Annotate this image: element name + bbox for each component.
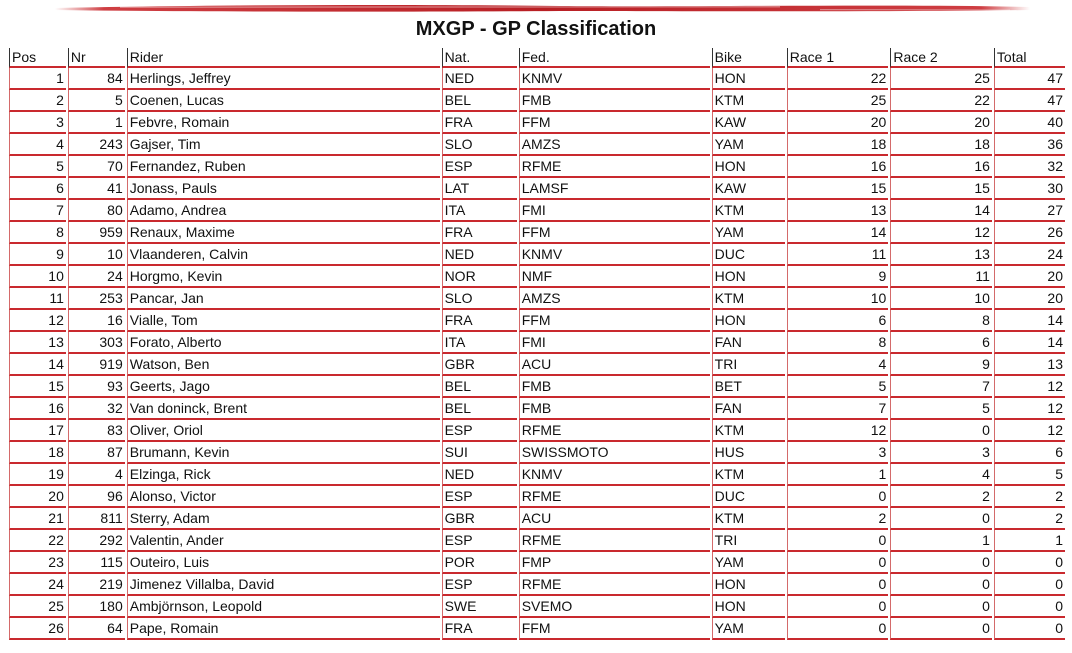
cell-rider: Herlings, Jeffrey — [127, 68, 440, 90]
table-row — [9, 420, 1065, 442]
cell-rider: Van doninck, Brent — [127, 398, 440, 420]
cell-race1: 10 — [787, 288, 889, 310]
cell-race1: 13 — [787, 200, 889, 222]
cell-fed: RFME — [519, 486, 710, 508]
cell-race1: 16 — [787, 156, 889, 178]
cell-total: 20 — [994, 266, 1065, 288]
cell-bike: HON — [712, 310, 785, 332]
header-fed: Fed. — [519, 48, 710, 68]
cell-nr: 959 — [68, 222, 125, 244]
cell-bike: HON — [712, 68, 785, 90]
header-rider: Rider — [127, 48, 440, 68]
cell-nr: 180 — [68, 596, 125, 618]
cell-race2: 0 — [890, 508, 992, 530]
cell-total: 1 — [994, 530, 1065, 552]
cell-race2: 15 — [890, 178, 992, 200]
cell-fed: FMP — [519, 552, 710, 574]
table-row — [9, 354, 1065, 376]
cell-total: 0 — [994, 574, 1065, 596]
cell-total: 5 — [994, 464, 1065, 486]
cell-nat: SUI — [442, 442, 517, 464]
cell-bike: TRI — [712, 530, 785, 552]
cell-bike: HON — [712, 596, 785, 618]
table-row — [9, 398, 1065, 420]
cell-total: 27 — [994, 200, 1065, 222]
cell-race2: 0 — [890, 574, 992, 596]
cell-race1: 0 — [787, 530, 889, 552]
table-row — [9, 178, 1065, 200]
cell-nr: 303 — [68, 332, 125, 354]
cell-nr: 5 — [68, 90, 125, 112]
cell-total: 36 — [994, 134, 1065, 156]
cell-nat: POR — [442, 552, 517, 574]
cell-rider: Oliver, Oriol — [127, 420, 440, 442]
cell-bike: HON — [712, 156, 785, 178]
cell-total: 32 — [994, 156, 1065, 178]
cell-pos: 20 — [9, 486, 66, 508]
cell-nat: ESP — [442, 486, 517, 508]
cell-rider: Forato, Alberto — [127, 332, 440, 354]
table-row — [9, 376, 1065, 398]
cell-race1: 9 — [787, 266, 889, 288]
cell-fed: SVEMO — [519, 596, 710, 618]
cell-race2: 13 — [890, 244, 992, 266]
cell-pos: 25 — [9, 596, 66, 618]
cell-rider: Geerts, Jago — [127, 376, 440, 398]
header-race1: Race 1 — [787, 48, 889, 68]
cell-nr: 253 — [68, 288, 125, 310]
cell-fed: AMZS — [519, 288, 710, 310]
cell-total: 0 — [994, 596, 1065, 618]
cell-race2: 1 — [890, 530, 992, 552]
cell-rider: Pape, Romain — [127, 618, 440, 640]
cell-nr: 80 — [68, 200, 125, 222]
cell-race1: 8 — [787, 332, 889, 354]
cell-race1: 22 — [787, 68, 889, 90]
cell-nat: NED — [442, 68, 517, 90]
cell-bike: HON — [712, 574, 785, 596]
cell-bike: DUC — [712, 244, 785, 266]
cell-race1: 20 — [787, 112, 889, 134]
cell-pos: 12 — [9, 310, 66, 332]
cell-rider: Adamo, Andrea — [127, 200, 440, 222]
cell-race1: 6 — [787, 310, 889, 332]
cell-fed: ACU — [519, 508, 710, 530]
cell-pos: 3 — [9, 112, 66, 134]
cell-fed: ACU — [519, 354, 710, 376]
cell-bike: HUS — [712, 442, 785, 464]
cell-nat: BEL — [442, 398, 517, 420]
cell-nat: NOR — [442, 266, 517, 288]
cell-nr: 96 — [68, 486, 125, 508]
cell-nat: FRA — [442, 310, 517, 332]
cell-nr: 4 — [68, 464, 125, 486]
cell-pos: 2 — [9, 90, 66, 112]
cell-nat: ESP — [442, 156, 517, 178]
cell-rider: Brumann, Kevin — [127, 442, 440, 464]
cell-nat: ITA — [442, 332, 517, 354]
table-row — [9, 156, 1065, 178]
cell-fed: FFM — [519, 112, 710, 134]
cell-total: 14 — [994, 332, 1065, 354]
cell-total: 14 — [994, 310, 1065, 332]
cell-race2: 2 — [890, 486, 992, 508]
cell-race2: 11 — [890, 266, 992, 288]
table-row — [9, 596, 1065, 618]
table-header-row — [9, 48, 1065, 68]
cell-fed: KNMV — [519, 244, 710, 266]
cell-bike: TRI — [712, 354, 785, 376]
cell-bike: KTM — [712, 464, 785, 486]
cell-race1: 0 — [787, 596, 889, 618]
table-row — [9, 332, 1065, 354]
cell-race2: 0 — [890, 420, 992, 442]
cell-bike: KTM — [712, 288, 785, 310]
cell-fed: FFM — [519, 310, 710, 332]
cell-bike: KTM — [712, 420, 785, 442]
cell-total: 2 — [994, 486, 1065, 508]
cell-rider: Watson, Ben — [127, 354, 440, 376]
cell-fed: FMB — [519, 376, 710, 398]
cell-pos: 26 — [9, 618, 66, 640]
cell-nr: 41 — [68, 178, 125, 200]
table-row — [9, 508, 1065, 530]
cell-fed: FFM — [519, 222, 710, 244]
cell-rider: Sterry, Adam — [127, 508, 440, 530]
cell-race1: 2 — [787, 508, 889, 530]
cell-pos: 10 — [9, 266, 66, 288]
cell-nr: 292 — [68, 530, 125, 552]
cell-nr: 87 — [68, 442, 125, 464]
table-row — [9, 442, 1065, 464]
cell-race2: 5 — [890, 398, 992, 420]
cell-fed: AMZS — [519, 134, 710, 156]
cell-race2: 14 — [890, 200, 992, 222]
cell-fed: FFM — [519, 618, 710, 640]
cell-rider: Fernandez, Ruben — [127, 156, 440, 178]
cell-nr: 811 — [68, 508, 125, 530]
cell-race1: 0 — [787, 574, 889, 596]
cell-nr: 919 — [68, 354, 125, 376]
classification-table — [7, 48, 1067, 640]
cell-total: 0 — [994, 552, 1065, 574]
cell-total: 0 — [994, 618, 1065, 640]
cell-nat: ESP — [442, 574, 517, 596]
cell-rider: Febvre, Romain — [127, 112, 440, 134]
cell-fed: KNMV — [519, 68, 710, 90]
cell-pos: 18 — [9, 442, 66, 464]
cell-pos: 4 — [9, 134, 66, 156]
cell-nr: 24 — [68, 266, 125, 288]
cell-total: 26 — [994, 222, 1065, 244]
cell-bike: HON — [712, 266, 785, 288]
cell-bike: FAN — [712, 398, 785, 420]
cell-pos: 6 — [9, 178, 66, 200]
cell-total: 47 — [994, 90, 1065, 112]
cell-race2: 0 — [890, 552, 992, 574]
cell-nat: BEL — [442, 90, 517, 112]
cell-race2: 25 — [890, 68, 992, 90]
cell-fed: FMB — [519, 90, 710, 112]
table-row — [9, 552, 1065, 574]
cell-nr: 1 — [68, 112, 125, 134]
cell-nr: 64 — [68, 618, 125, 640]
cell-nr: 93 — [68, 376, 125, 398]
cell-bike: YAM — [712, 618, 785, 640]
cell-nat: FRA — [442, 112, 517, 134]
cell-nat: NED — [442, 464, 517, 486]
table-row — [9, 618, 1065, 640]
table-row — [9, 112, 1065, 134]
cell-bike: BET — [712, 376, 785, 398]
cell-rider: Outeiro, Luis — [127, 552, 440, 574]
cell-nat: GBR — [442, 354, 517, 376]
table-row — [9, 310, 1065, 332]
cell-pos: 13 — [9, 332, 66, 354]
cell-race2: 18 — [890, 134, 992, 156]
cell-nat: FRA — [442, 618, 517, 640]
cell-pos: 22 — [9, 530, 66, 552]
cell-race1: 14 — [787, 222, 889, 244]
cell-race2: 7 — [890, 376, 992, 398]
cell-pos: 17 — [9, 420, 66, 442]
header-nat: Nat. — [442, 48, 517, 68]
cell-pos: 16 — [9, 398, 66, 420]
cell-total: 20 — [994, 288, 1065, 310]
cell-nat: SLO — [442, 134, 517, 156]
table-row — [9, 90, 1065, 112]
cell-race1: 5 — [787, 376, 889, 398]
cell-fed: LAMSF — [519, 178, 710, 200]
cell-bike: DUC — [712, 486, 785, 508]
cell-race1: 0 — [787, 618, 889, 640]
cell-race1: 1 — [787, 464, 889, 486]
cell-rider: Pancar, Jan — [127, 288, 440, 310]
cell-bike: KTM — [712, 90, 785, 112]
cell-fed: SWISSMOTO — [519, 442, 710, 464]
cell-pos: 23 — [9, 552, 66, 574]
cell-bike: FAN — [712, 332, 785, 354]
cell-nat: BEL — [442, 376, 517, 398]
cell-race1: 0 — [787, 552, 889, 574]
cell-rider: Horgmo, Kevin — [127, 266, 440, 288]
cell-race2: 0 — [890, 618, 992, 640]
cell-rider: Coenen, Lucas — [127, 90, 440, 112]
cell-total: 13 — [994, 354, 1065, 376]
cell-pos: 7 — [9, 200, 66, 222]
cell-total: 24 — [994, 244, 1065, 266]
cell-nat: ESP — [442, 530, 517, 552]
cell-race1: 3 — [787, 442, 889, 464]
cell-race2: 16 — [890, 156, 992, 178]
cell-fed: RFME — [519, 420, 710, 442]
cell-nr: 83 — [68, 420, 125, 442]
cell-race2: 9 — [890, 354, 992, 376]
cell-rider: Renaux, Maxime — [127, 222, 440, 244]
table-row — [9, 68, 1065, 90]
table-row — [9, 288, 1065, 310]
cell-pos: 9 — [9, 244, 66, 266]
cell-total: 12 — [994, 376, 1065, 398]
cell-race1: 11 — [787, 244, 889, 266]
header-bike: Bike — [712, 48, 785, 68]
cell-nr: 32 — [68, 398, 125, 420]
cell-bike: KAW — [712, 112, 785, 134]
cell-rider: Jimenez Villalba, David — [127, 574, 440, 596]
cell-nr: 243 — [68, 134, 125, 156]
cell-bike: KTM — [712, 200, 785, 222]
table-row — [9, 574, 1065, 596]
cell-nr: 115 — [68, 552, 125, 574]
cell-nat: LAT — [442, 178, 517, 200]
cell-total: 12 — [994, 420, 1065, 442]
page-title: MXGP - GP Classification — [415, 18, 657, 40]
cell-total: 47 — [994, 68, 1065, 90]
cell-race1: 18 — [787, 134, 889, 156]
cell-pos: 1 — [9, 68, 66, 90]
header-race2: Race 2 — [890, 48, 992, 68]
header-brush-stroke — [0, 0, 1072, 16]
cell-fed: RFME — [519, 156, 710, 178]
header-total: Total — [994, 48, 1065, 68]
cell-pos: 15 — [9, 376, 66, 398]
cell-race1: 0 — [787, 486, 889, 508]
cell-total: 2 — [994, 508, 1065, 530]
table-row — [9, 464, 1065, 486]
cell-rider: Valentin, Ander — [127, 530, 440, 552]
header-nr: Nr — [68, 48, 125, 68]
cell-fed: KNMV — [519, 464, 710, 486]
cell-nat: SLO — [442, 288, 517, 310]
header-pos: Pos — [9, 48, 66, 68]
cell-fed: RFME — [519, 574, 710, 596]
cell-race2: 4 — [890, 464, 992, 486]
cell-race2: 8 — [890, 310, 992, 332]
cell-nat: ESP — [442, 420, 517, 442]
cell-pos: 11 — [9, 288, 66, 310]
cell-bike: YAM — [712, 222, 785, 244]
cell-race1: 4 — [787, 354, 889, 376]
table-row — [9, 266, 1065, 288]
cell-pos: 24 — [9, 574, 66, 596]
cell-bike: KTM — [712, 508, 785, 530]
cell-nr: 219 — [68, 574, 125, 596]
cell-total: 6 — [994, 442, 1065, 464]
table-row — [9, 244, 1065, 266]
table-row — [9, 486, 1065, 508]
cell-total: 40 — [994, 112, 1065, 134]
cell-rider: Ambjörnson, Leopold — [127, 596, 440, 618]
cell-rider: Alonso, Victor — [127, 486, 440, 508]
cell-nat: GBR — [442, 508, 517, 530]
cell-pos: 8 — [9, 222, 66, 244]
cell-race2: 3 — [890, 442, 992, 464]
cell-bike: KAW — [712, 178, 785, 200]
cell-nat: NED — [442, 244, 517, 266]
cell-pos: 5 — [9, 156, 66, 178]
cell-nr: 70 — [68, 156, 125, 178]
cell-fed: FMI — [519, 332, 710, 354]
table-row — [9, 134, 1065, 156]
cell-rider: Gajser, Tim — [127, 134, 440, 156]
cell-race2: 0 — [890, 596, 992, 618]
cell-rider: Jonass, Pauls — [127, 178, 440, 200]
table-row — [9, 200, 1065, 222]
cell-fed: RFME — [519, 530, 710, 552]
cell-race2: 12 — [890, 222, 992, 244]
cell-race1: 7 — [787, 398, 889, 420]
cell-fed: FMI — [519, 200, 710, 222]
cell-nat: ITA — [442, 200, 517, 222]
cell-nat: FRA — [442, 222, 517, 244]
cell-race1: 15 — [787, 178, 889, 200]
cell-nr: 10 — [68, 244, 125, 266]
cell-nat: SWE — [442, 596, 517, 618]
cell-rider: Vlaanderen, Calvin — [127, 244, 440, 266]
cell-fed: FMB — [519, 398, 710, 420]
cell-race2: 20 — [890, 112, 992, 134]
table-row — [9, 530, 1065, 552]
cell-total: 30 — [994, 178, 1065, 200]
cell-rider: Vialle, Tom — [127, 310, 440, 332]
cell-bike: YAM — [712, 134, 785, 156]
cell-race2: 10 — [890, 288, 992, 310]
cell-race1: 25 — [787, 90, 889, 112]
cell-race2: 22 — [890, 90, 992, 112]
cell-race1: 12 — [787, 420, 889, 442]
cell-pos: 14 — [9, 354, 66, 376]
cell-fed: NMF — [519, 266, 710, 288]
cell-race2: 6 — [890, 332, 992, 354]
cell-nr: 16 — [68, 310, 125, 332]
table-body — [9, 68, 1065, 640]
cell-pos: 19 — [9, 464, 66, 486]
table-row — [9, 222, 1065, 244]
cell-pos: 21 — [9, 508, 66, 530]
cell-bike: YAM — [712, 552, 785, 574]
cell-total: 12 — [994, 398, 1065, 420]
cell-rider: Elzinga, Rick — [127, 464, 440, 486]
cell-nr: 84 — [68, 68, 125, 90]
